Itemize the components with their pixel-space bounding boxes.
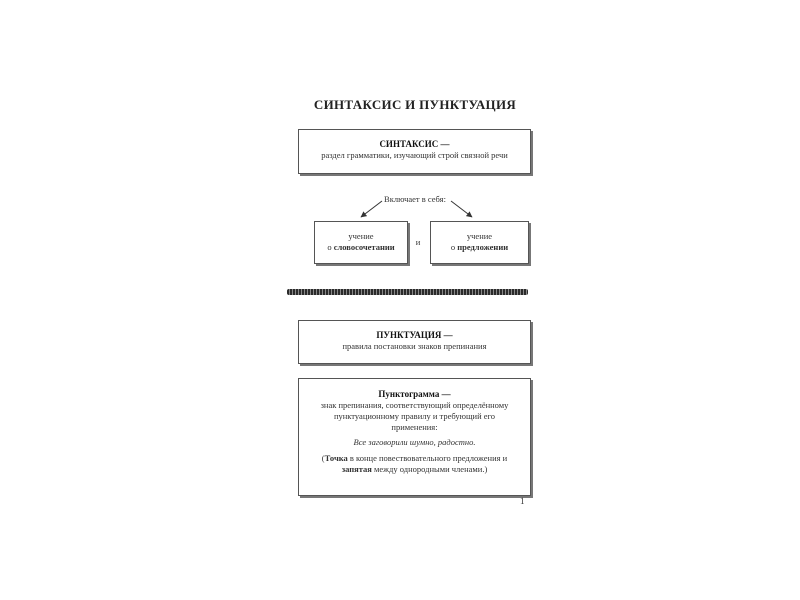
punctogram-note: (Точка в конце повествовательного предложения и запятая между однородными членами.) [321, 453, 508, 474]
punctogram-term: Пунктограмма — [378, 389, 451, 399]
arrow-right [451, 201, 472, 217]
arrow-left [361, 201, 382, 217]
syntax-definition: раздел грамматики, изучающий строй связной речи [321, 150, 508, 160]
punctogram-box [298, 378, 531, 496]
sentence-study-term: предложении [457, 242, 509, 252]
note-term-comma: запятая [341, 464, 372, 474]
sentence-study-box [430, 221, 529, 264]
note-term-period: Точка [324, 453, 348, 463]
conjunction: и [415, 237, 421, 247]
sentence-study-line1: учение [466, 231, 493, 241]
phrase-study-line1: учение [348, 231, 374, 241]
punctogram-example: Все заговорили шумно, радостно. [353, 437, 476, 447]
phrase-study-box [314, 221, 408, 264]
punctuation-term: ПУНКТУАЦИЯ — [376, 330, 453, 340]
punctuation-definition: правила постановки знаков препинания [342, 341, 487, 351]
punctuation-definition-box [298, 320, 531, 364]
phrase-study-prefix: о [327, 242, 334, 252]
page-title: СИНТАКСИС И ПУНКТУАЦИЯ [313, 97, 517, 112]
section-divider [287, 289, 528, 295]
includes-label: Включает в себя: [384, 194, 446, 204]
punctogram-definition: знак препинания, соответствующий определённому пунктуационному правилу и требующий его применения: [320, 400, 509, 432]
phrase-study-term: словосочетании [333, 242, 395, 252]
sentence-study-prefix: о [450, 242, 458, 252]
page-number: 1 [520, 496, 525, 506]
syntax-term: СИНТАКСИС — [379, 139, 450, 149]
